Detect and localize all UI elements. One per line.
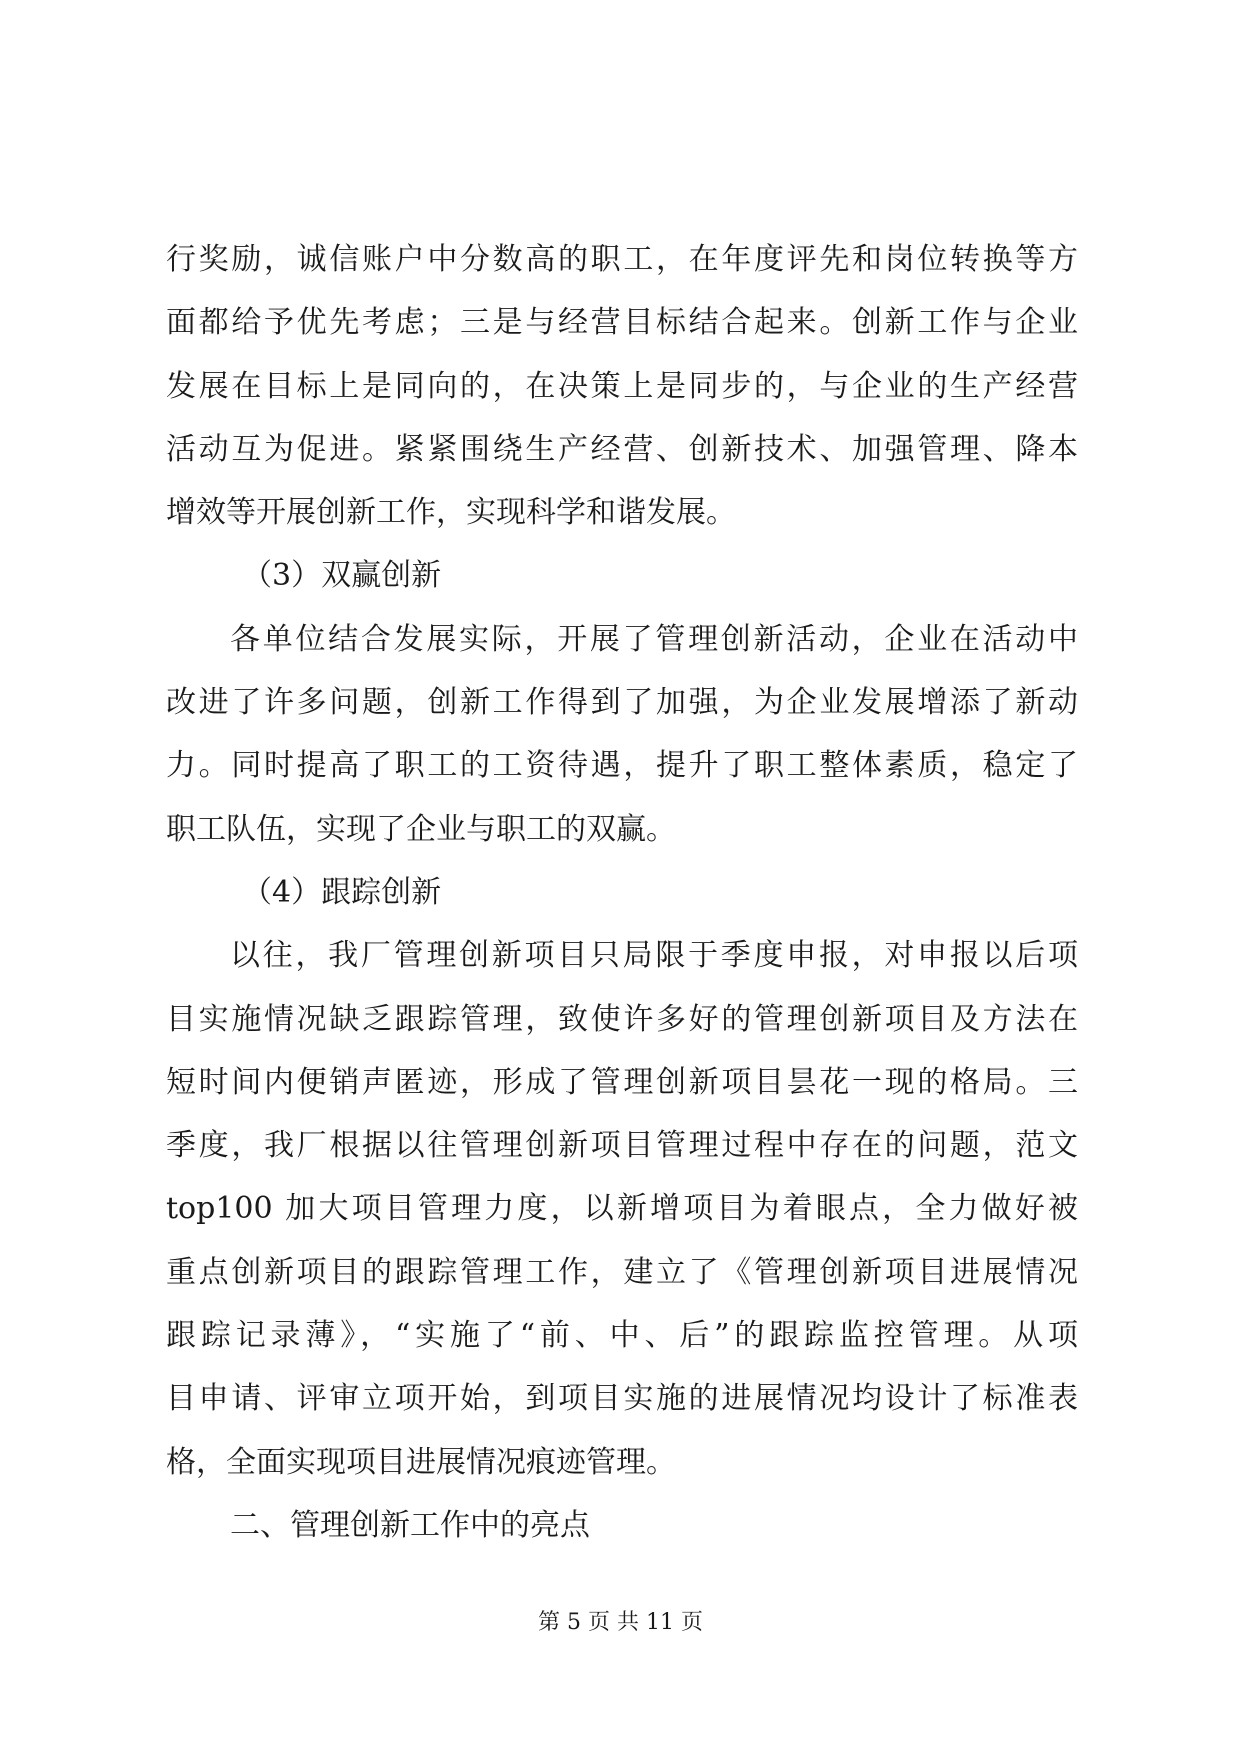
- text-line: 季度，我厂根据以往管理创新项目管理过程中存在的问题，范文: [166, 1128, 1078, 1164]
- section-heading-highlights: 二、管理创新工作中的亮点: [230, 1507, 590, 1543]
- text-line: 增效等开展创新工作，实现科学和谐发展。: [166, 495, 736, 531]
- text-line: 职工队伍，实现了企业与职工的双赢。: [166, 811, 676, 847]
- text-line: 短时间内便销声匿迹，形成了管理创新项目昙花一现的格局。三: [166, 1064, 1078, 1100]
- text-line: 活动互为促进。紧紧围绕生产经营、创新技术、加强管理、降本: [166, 431, 1078, 467]
- paragraph-start: 以往，我厂管理创新项目只局限于季度申报，对申报以后项: [230, 938, 1078, 974]
- document-body: [166, 228, 1078, 1557]
- text-line: 目申请、评审立项开始，到项目实施的进展情况均设计了标准表: [166, 1381, 1078, 1417]
- text-line: 改进了许多问题，创新工作得到了加强，为企业发展增添了新动: [166, 685, 1078, 721]
- text-line: 行奖励，诚信账户中分数高的职工，在年度评先和岗位转换等方: [166, 242, 1078, 277]
- text-line: 跟踪记录薄》，“实施了“前、中、后”的跟踪监控管理。从项: [166, 1318, 1078, 1354]
- text-line: 面都给予优先考虑；三是与经营目标结合起来。创新工作与企业: [166, 305, 1078, 341]
- text-line: top100 加大项目管理力度，以新增项目为着眼点，全力做好被: [166, 1191, 1078, 1227]
- page-number-footer: 第 5 页 共 11 页: [538, 1610, 703, 1635]
- text-line: 目实施情况缺乏跟踪管理，致使许多好的管理创新项目及方法在: [166, 1001, 1078, 1037]
- subheading-tracking: （4）跟踪创新: [242, 874, 442, 910]
- subheading-win-win: （3）双赢创新: [242, 558, 442, 594]
- paragraph-start: 各单位结合发展实际，开展了管理创新活动，企业在活动中: [230, 621, 1078, 657]
- text-line: 重点创新项目的跟踪管理工作，建立了《管理创新项目进展情况: [166, 1254, 1078, 1290]
- text-line: 发展在目标上是同向的，在决策上是同步的，与企业的生产经营: [166, 368, 1078, 404]
- text-line: 格，全面实现项目进展情况痕迹管理。: [166, 1444, 676, 1480]
- text-line: 力。同时提高了职工的工资待遇，提升了职工整体素质，稳定了: [166, 748, 1078, 784]
